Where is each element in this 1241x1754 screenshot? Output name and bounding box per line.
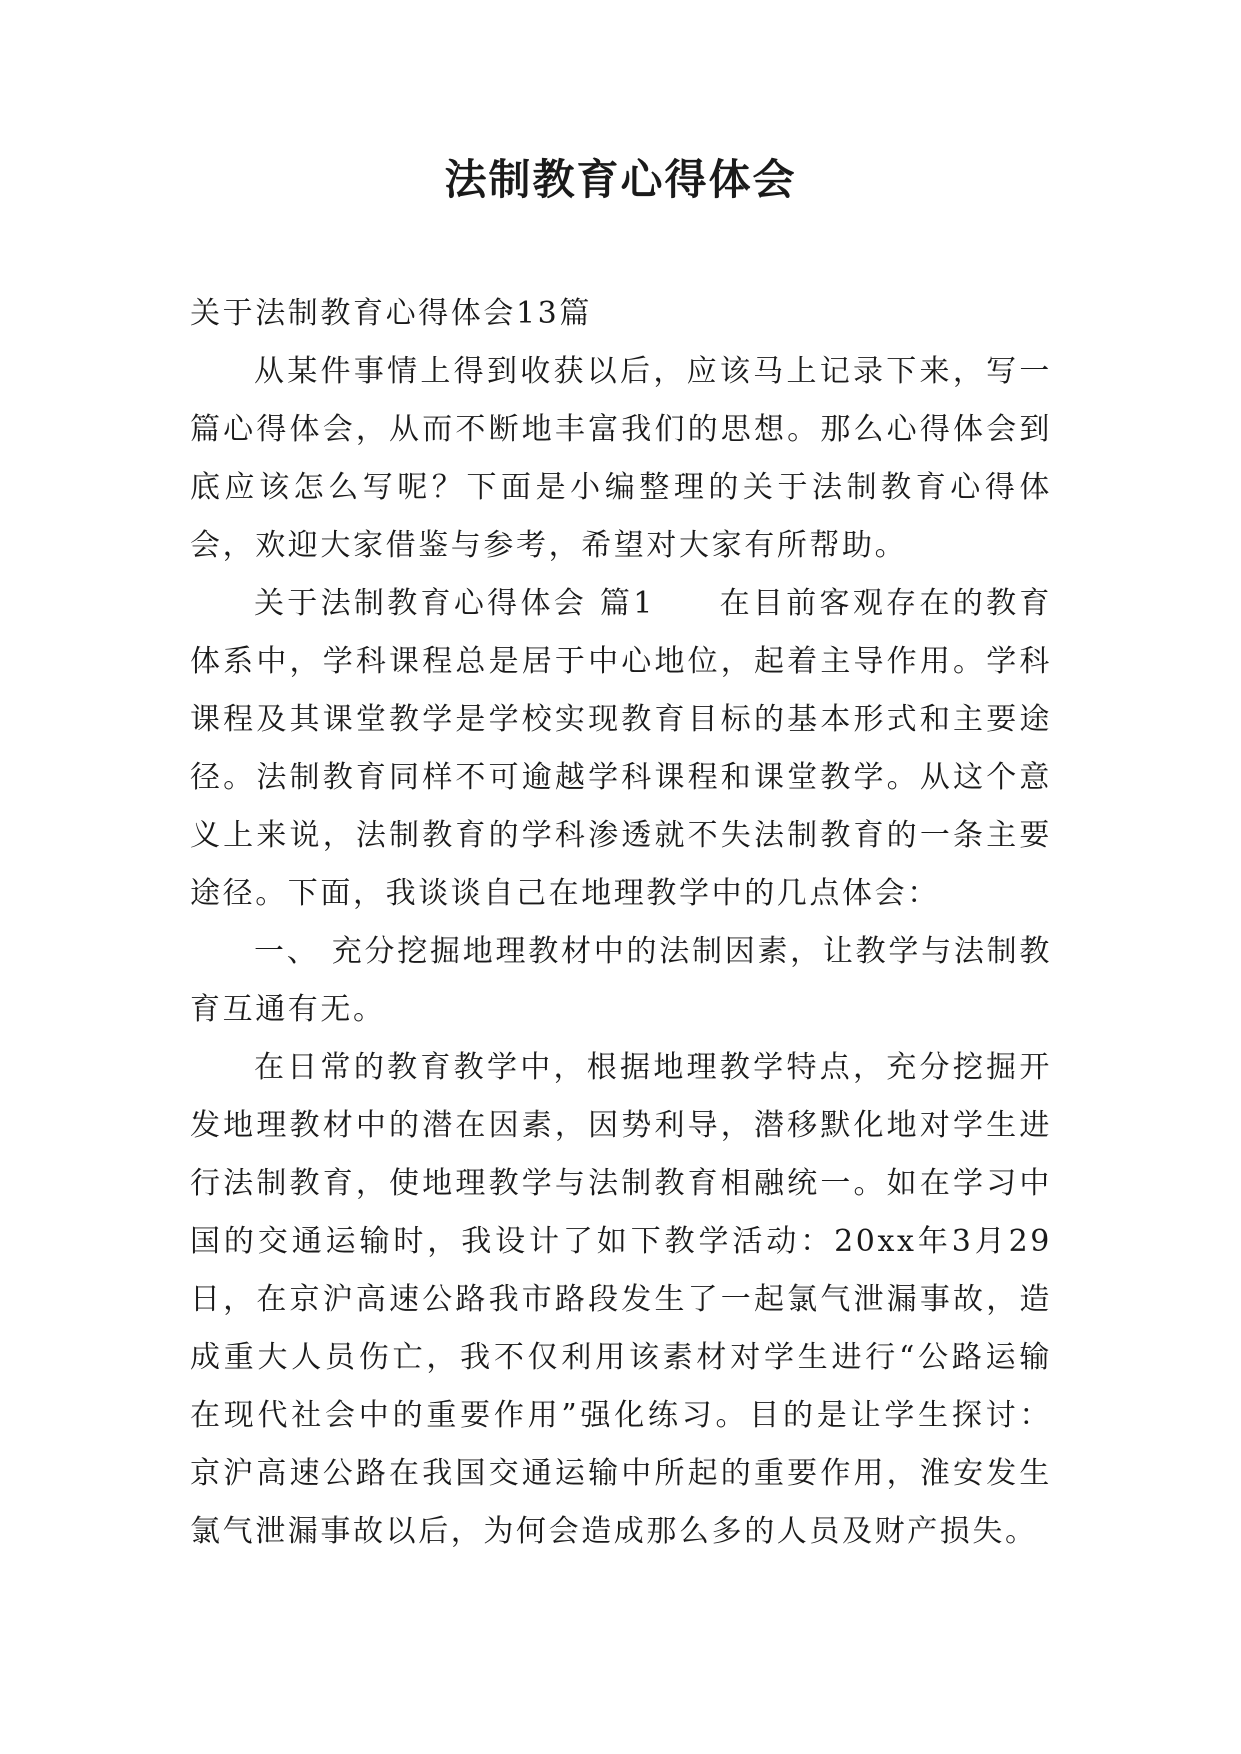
document-body [190, 285, 1052, 1561]
section-1-heading: 关于法制教育心得体会 篇1 [254, 586, 655, 621]
point-1-heading: 一、 充分挖掘地理教材中的法制因素，让教学与法制教育互通有无。 [190, 934, 1052, 1027]
body-paragraph: 在日常的教育教学中，根据地理教学特点，充分挖掘开发地理教材中的潜在因素，因势利导，潜移默化地对学生进行法制教育，使地理教学与法制教育相融统一。如在学习中国的交通运输时，我设计了如下教学活动：20xx年3月29日，在京沪高速公路我市路段发生了一起氯气泄漏事故，造成重大人员伤亡，我不仅利用该素材对学生进行“公路运输在现代社会中的重要作用”强化练习。目的是让学生探讨：京沪高速公路在我国交通运输中所起的重要作用，淮安发生氯气泄漏事故以后，为何会造成那么多的人员及财产损失。 [190, 1050, 1052, 1549]
document-title: 法制教育心得体会 [444, 155, 797, 204]
intro-paragraph: 从某件事情上得到收获以后，应该马上记录下来，写一篇心得体会，从而不断地丰富我们的思想。那么心得体会到底应该怎么写呢？下面是小编整理的关于法制教育心得体会，欢迎大家借鉴与参考，希望对大家有所帮助。 [190, 354, 1052, 563]
section-1-paragraph [190, 575, 1052, 923]
section-1-text: 在目前客观存在的教育体系中，学科课程总是居于中心地位，起着主导作用。学科课程及其课堂教学是学校实现教育目标的基本形式和主要途径。法制教育同样不可逾越学科课程和课堂教学。从这个意义上来说，法制教育的学科渗透就不失法制教育的一条主要途径。下面，我谈谈自己在地理教学中的几点体会： [190, 586, 1052, 911]
document-subtitle: 关于法制教育心得体会13篇 [190, 296, 592, 331]
